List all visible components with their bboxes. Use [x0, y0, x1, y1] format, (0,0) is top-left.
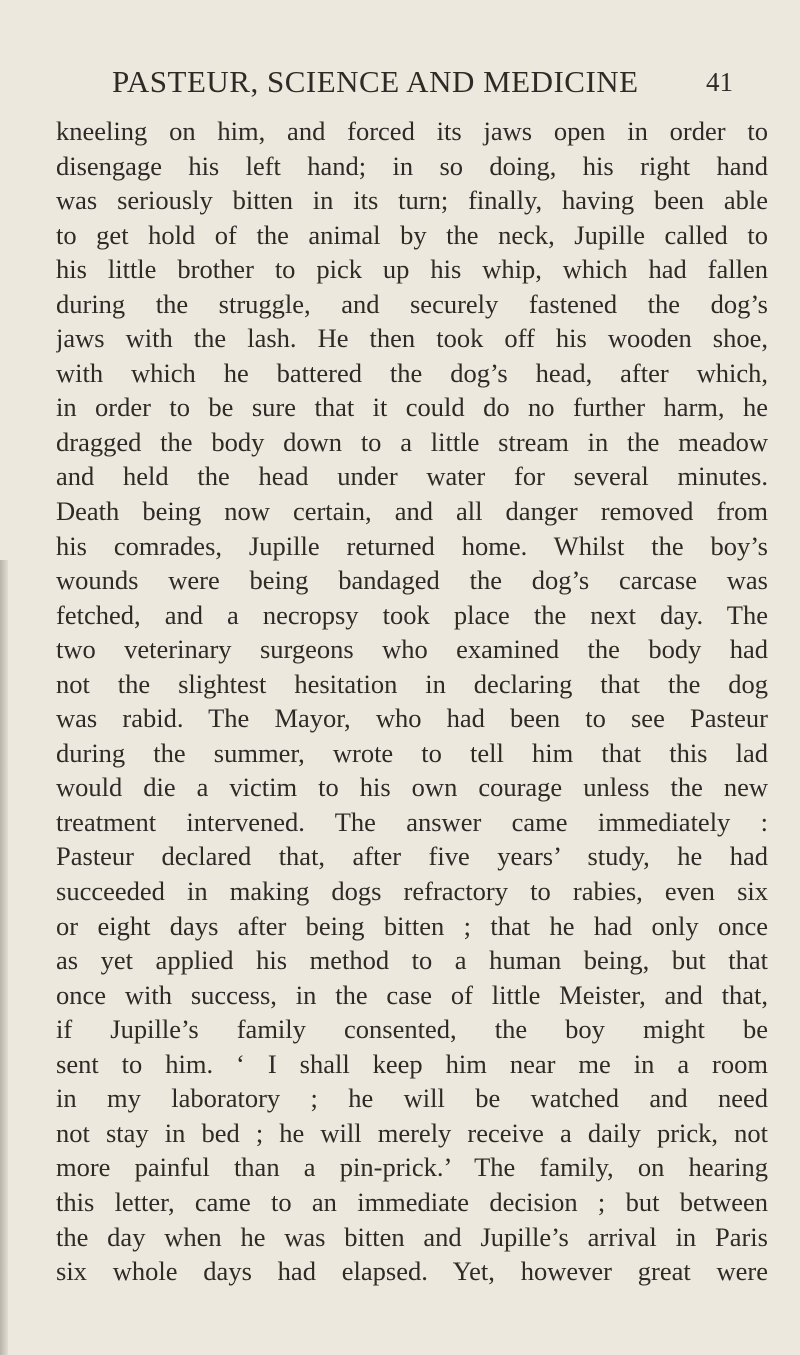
text-line: fetched, and a necropsy took place the next day. The: [56, 599, 768, 630]
running-head: [0, 62, 800, 102]
text-line: disengage his left hand; in so doing, his right hand: [56, 150, 768, 181]
page-number: 41: [706, 67, 733, 97]
text-line: dragged the body down to a little stream in the meadow: [56, 426, 768, 457]
text-line: his comrades, Jupille returned home. Whilst the boy’s: [56, 530, 768, 561]
text-line: treatment intervened. The answer came immediately :: [56, 806, 768, 837]
text-line: jaws with the lash. He then took off his wooden shoe,: [56, 323, 768, 354]
text-line: six whole days had elapsed. Yet, however great were: [56, 1256, 768, 1287]
text-line: to get hold of the animal by the neck, Jupille called to: [56, 219, 768, 250]
body-text: [56, 114, 768, 1289]
text-line: was rabid. The Mayor, who had been to see Pasteur: [56, 703, 768, 734]
text-line: and held the head under water for several minutes.: [56, 461, 768, 492]
page-edge-shadow: [0, 560, 8, 1355]
text-line: in order to be sure that it could do no further harm, he: [56, 392, 768, 423]
text-line: kneeling on him, and forced its jaws open in order to: [56, 116, 768, 146]
text-line: as yet applied his method to a human being, but that: [56, 945, 768, 976]
running-title: PASTEUR, SCIENCE AND MEDICINE: [112, 64, 639, 99]
text-line: was seriously bitten in its turn; finally, having been able: [56, 185, 768, 216]
text-line: Death being now certain, and all danger removed from: [56, 496, 768, 527]
text-line: more painful than a pin-prick.’ The family, on hearing: [56, 1152, 768, 1183]
text-line: two veterinary surgeons who examined the body had: [56, 634, 768, 665]
text-line: during the struggle, and securely fastened the dog’s: [56, 288, 768, 319]
text-line: would die a victim to his own courage unless the new: [56, 772, 768, 803]
text-line: sent to him. ‘ I shall keep him near me in a room: [56, 1048, 768, 1079]
text-line: his little brother to pick up his whip, which had fallen: [56, 254, 768, 285]
text-line: in my laboratory ; he will be watched and need: [56, 1083, 768, 1114]
text-line: wounds were being bandaged the dog’s carcase was: [56, 565, 768, 596]
text-line: during the summer, wrote to tell him that this lad: [56, 737, 768, 768]
text-line: not stay in bed ; he will merely receive a daily prick, not: [56, 1117, 768, 1148]
text-line: succeeded in making dogs refractory to rabies, even six: [56, 876, 768, 907]
text-line: the day when he was bitten and Jupille’s arrival in Paris: [56, 1221, 768, 1252]
text-line: Pasteur declared that, after five years’ study, he had: [56, 841, 768, 872]
text-line: with which he battered the dog’s head, after which,: [56, 357, 768, 388]
text-line: if Jupille’s family consented, the boy might be: [56, 1014, 768, 1045]
text-line: or eight days after being bitten ; that he had only once: [56, 910, 768, 941]
text-line: once with success, in the case of little Meister, and that,: [56, 979, 768, 1010]
text-line: this letter, came to an immediate decision ; but between: [56, 1186, 768, 1217]
text-line: not the slightest hesitation in declaring that the dog: [56, 668, 768, 699]
